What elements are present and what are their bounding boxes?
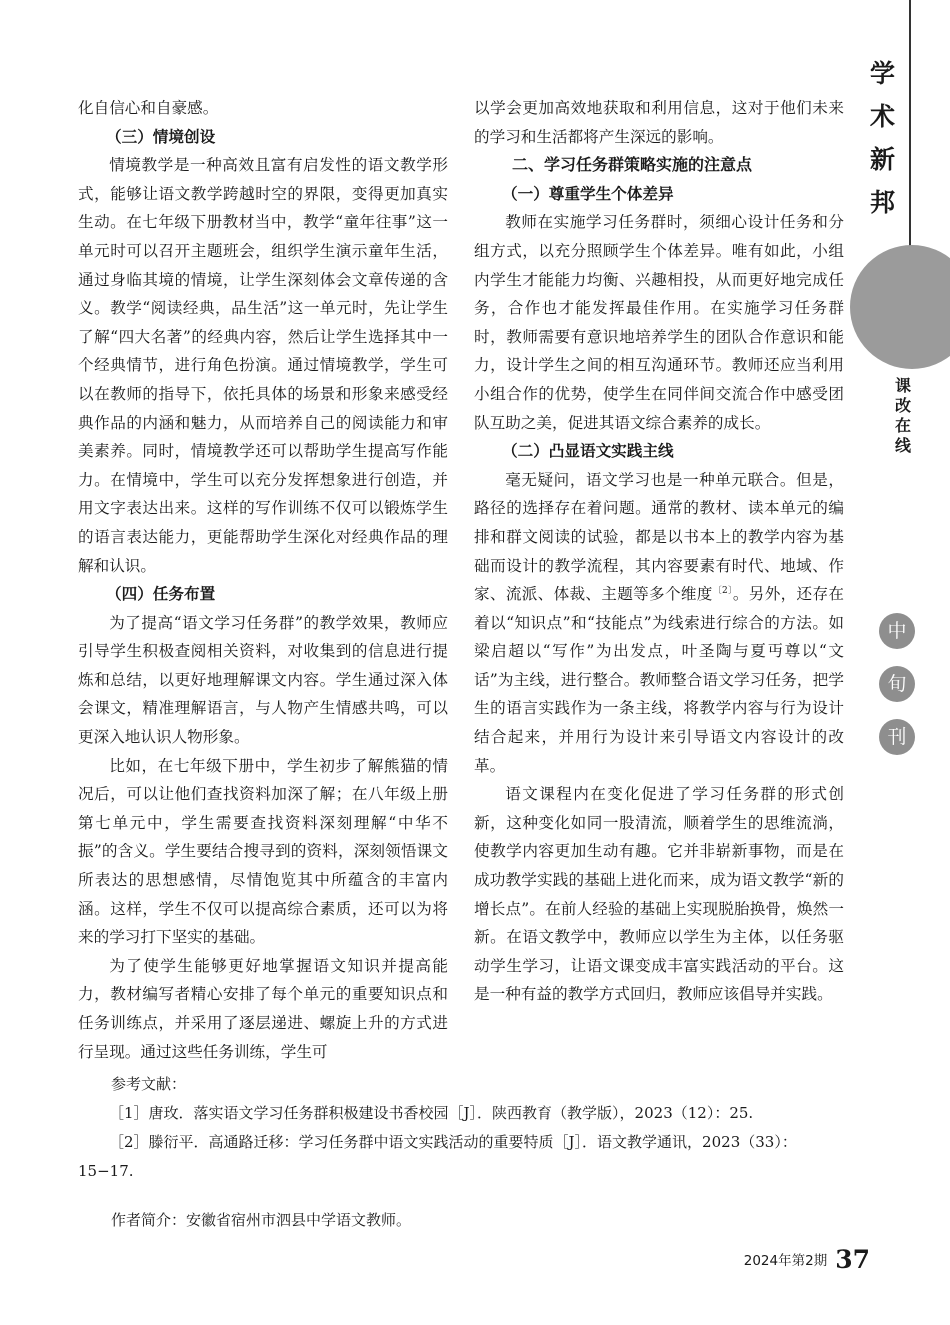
citation-marker[interactable]: 〔2〕 [712,585,733,596]
paragraph: 为了提高“语文学习任务群”的教学效果，教师应引导学生积极查阅相关资料，对收集到的信息进行提炼和总结，以更好地理解课文内容。学生通过深入体会课文，精准理解语言，与人物产生情感共鸣，可以更深入地认识人物形象。 [78,613,448,747]
page-number: 37 [835,1245,870,1274]
page-footer [744,1245,870,1274]
section-label-char: 课 [894,376,911,395]
journal-badge: 中 [879,613,915,649]
paragraph-text: 。另外，还存在着以“知识点”和“技能点”为线索进行综合的方法。如梁启超以“写作”为出发点，叶圣陶与夏丏尊以“文话”为主线，进行整合。教师整合语文学习任务，把学生的语言实践作为一条主线，将教学内容与行为设计结合起来，并用行为设计来引导语文内容设计的改革。 [474,585,844,775]
left-column [78,94,448,1066]
section-heading: （一）尊重学生个体差异 [502,184,674,203]
section-label-char: 线 [894,436,911,455]
section-label-char: 改 [894,396,911,415]
section-heading: （四）任务布置 [106,585,216,604]
decorative-circle [850,245,950,369]
author-bio: 作者简介：安徽省宿州市泗县中学语文教师。 [111,1211,412,1229]
issue-label: 2024年第2期 [743,1253,828,1269]
column-title-char: 新 [869,145,895,174]
column-title-char: 学 [869,59,895,88]
right-column [474,94,844,1009]
references [78,1070,848,1186]
section-heading: （二）凸显语文实践主线 [502,442,674,461]
reference-item: ［1］唐玫．落实语文学习任务群积极建设书香校园［J］．陕西教育（教学版），2023（12）：25. [109,1104,754,1122]
section-label-char: 在 [894,416,911,435]
side-rail [860,0,950,1325]
references-title: 参考文献： [111,1075,187,1093]
paragraph: 情境教学是一种高效且富有启发性的语文教学形式，能够让语文教学跨越时空的界限，变得更加真实生动。在七年级下册教材当中，教学“童年往事”这一单元时可以召开主题班会，组织学生演示童年生活，通过身临其境的情境，让学生深刻体会文章传递的含义。教学“阅读经典，品生活”这一单元时，先让学生了解“四大名著”的经典内容，然后让学生选择其中一个经典情节，进行角色扮演。通过情境教学，学生可以在教师的指导下，依托具体的场景和形象来感受经典作品的内涵和魅力，从而培养自己的阅读能力和审美素养。同时，情境教学还可以帮助学生提高写作能力。在情境中，学生可以充分发挥想象进行创造，并用文字表达出来。这样的写作训练不仅可以锻炼学生的语言表达能力，更能帮助学生深化对经典作品的理解和认识。 [78,156,448,575]
paragraph [474,466,844,781]
column-title [860,52,905,224]
paragraph: 比如，在七年级下册中，学生初步了解熊猫的情况后，可以让他们查找资料加深了解；在八年级上册第七单元中，学生需要查找资料深刻理解“中华不振”的含义。学生要结合搜寻到的资料，深刻领悟课文所表达的思想感情，尽情饱览其中所蕴含的丰富内涵。这样，学生不仅可以提高综合素质，还可以为将来的学习打下坚实的基础。 [78,756,448,947]
paragraph: 化自信心和自豪感。 [78,99,219,117]
paragraph: 为了使学生能够更好地掌握语文知识并提高能力，教材编写者精心安排了每个单元的重要知识点和任务训练点，并采用了逐层递进、螺旋上升的方式进行呈现。通过这些任务训练，学生可 [78,956,448,1061]
column-title-char: 术 [869,102,895,131]
rail-divider [909,0,911,248]
paragraph: 教师在实施学习任务群时，须细心设计任务和分组方式，以充分照顾学生个体差异。唯有如此，小组内学生才能能力均衡、兴趣相投，从而更好地完成任务，合作也才能发挥最佳作用。在实施学习任务群时，教师需要有意识地培养学生的团队合作意识和能力，设计学生之间的相互沟通环节。教师还应当利用小组合作的优势，使学生在同伴间交流合作中感受团队互助之美，促进其语文综合素养的成长。 [474,213,844,432]
journal-badge: 旬 [879,666,915,702]
chapter-heading: 二、学习任务群策略实施的注意点 [512,155,753,175]
section-label [888,376,918,456]
paragraph-text: 毫无疑问，语文学习也是一种单元联合。但是，路径的选择存在着问题。通常的教材、读本单元的编排和群文阅读的试验，都是以书本上的教学内容为基础而设计的教学流程，其内容要素有时代、地域、作家、流派、体裁、主题等多个维度 [474,470,844,604]
journal-badge: 刊 [879,719,915,755]
paragraph: 语文课程内在变化促进了学习任务群的形式创新，这种变化如同一股清流，顺着学生的思维流淌，使教学内容更加生动有趣。它并非崭新事物，而是在成功教学实践的基础上进化而来，成为语文教学“新的增长点”。在前人经验的基础上实现脱胎换骨，焕然一新。在语文教学中，教师应以学生为主体，以任务驱动学生学习，让语文课变成丰富实践活动的平台。这是一种有益的教学方式回归，教师应该倡导并实践。 [474,785,844,1004]
reference-item: ［2］滕衍平．高通路迁移：学习任务群中语文实践活动的重要特质［J］．语文教学通讯，2023（33）：15−17. [78,1133,797,1180]
column-title-char: 邦 [869,188,895,217]
section-heading: （三）情境创设 [106,127,216,146]
paragraph: 以学会更加高效地获取和利用信息，这对于他们未来的学习和生活都将产生深远的影响。 [474,99,844,146]
